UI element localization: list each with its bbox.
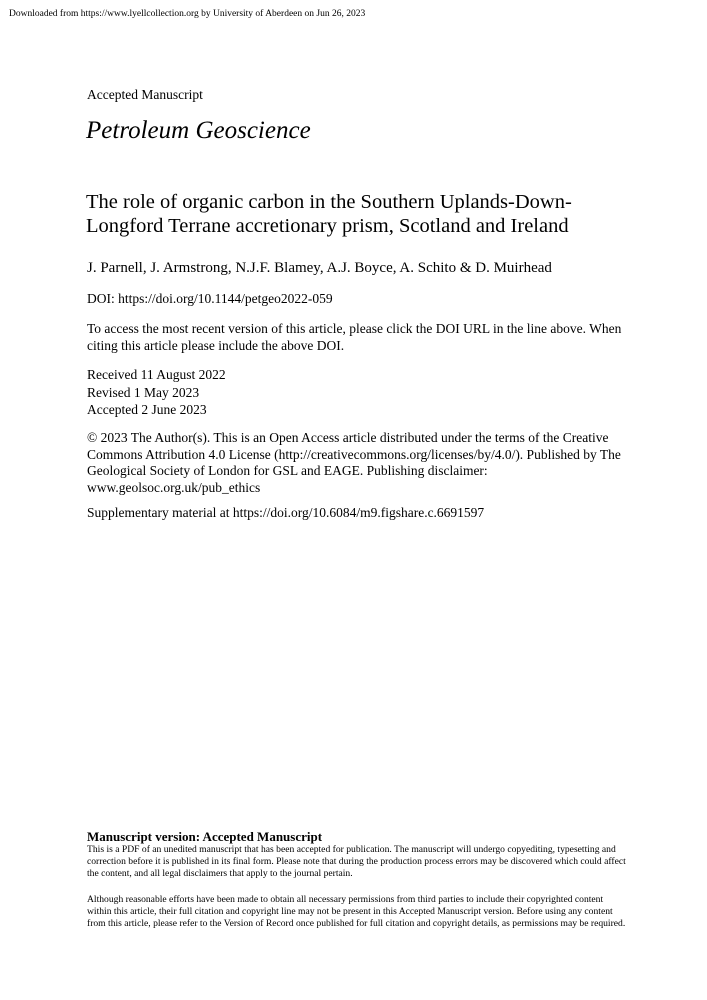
manuscript-status-label: Accepted Manuscript <box>87 87 203 102</box>
accepted-date: Accepted 2 June 2023 <box>87 402 207 417</box>
access-note: To access the most recent version of this article, please click the DOI URL in the line above. When citing this article please include the above DOI. <box>87 321 622 353</box>
manuscript-disclaimer-paragraph: This is a PDF of an unedited manuscript that has been accepted for publication. The manuscript will undergo copyediting, typesetting and correction before it is published in its final form. Please note that during the production process errors may be discovered which could affect the content, and all legal disclaimers that apply to the journal pertain. <box>87 844 626 880</box>
journal-title: Petroleum Geoscience <box>86 117 311 144</box>
article-dates <box>87 366 635 419</box>
manuscript-version-heading: Manuscript version: Accepted Manuscript <box>87 829 323 844</box>
download-notice: Downloaded from https://www.lyellcollection.org by University of Aberdeen on Jun 26, 2023 <box>9 9 366 19</box>
license-statement: © 2023 The Author(s). This is an Open Access article distributed under the terms of the Creative Commons Attribution 4.0 License (http://creativecommons.org/licenses/by/4.0/). Published by The Geological Society of London for GSL and EAGE. Publishing disclaimer: www.geolsoc.org.uk/pub_ethics <box>87 430 621 495</box>
doi-line[interactable]: DOI: https://doi.org/10.1144/petgeo2022-059 <box>87 291 333 306</box>
supplementary-material-line[interactable]: Supplementary material at https://doi.org/10.6084/m9.figshare.c.6691597 <box>87 505 485 520</box>
article-title: The role of organic carbon in the Southern Uplands-Down-Longford Terrane accretionary prism, Scotland and Ireland <box>86 191 572 237</box>
permissions-disclaimer-paragraph: Although reasonable efforts have been made to obtain all necessary permissions from third parties to include their copyrighted content within this article, their full citation and copyright line may not be present in this Accepted Manuscript version. Before using any content from this article, please refer to the Version of Record once published for full citation and copyright details, as permissions may be required. <box>87 894 626 930</box>
received-date: Received 11 August 2022 <box>87 367 226 382</box>
author-list: J. Parnell, J. Armstrong, N.J.F. Blamey, A.J. Boyce, A. Schito & D. Muirhead <box>87 260 552 276</box>
revised-date: Revised 1 May 2023 <box>87 384 200 400</box>
